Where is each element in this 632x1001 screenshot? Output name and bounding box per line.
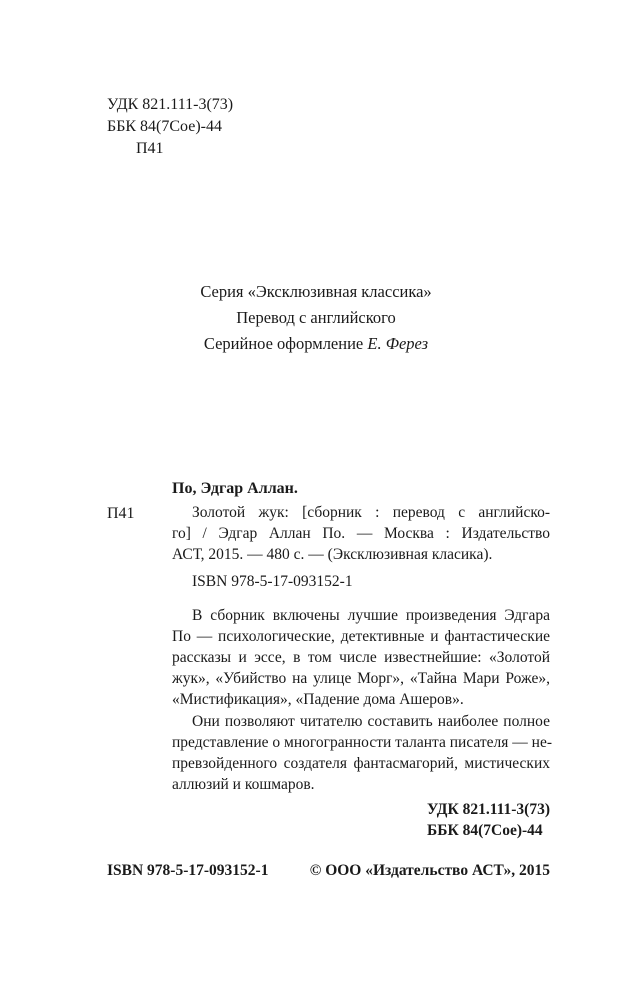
- design-credit-author: Е. Ферез: [367, 334, 429, 353]
- annotation-line: Они позволяют читателю составить наиболее полное: [192, 713, 550, 730]
- annotation-line: превзойденного создателя фантасмагорий, мистических: [172, 755, 550, 772]
- author-mark-side: П41: [107, 505, 135, 522]
- annotation-line: представление о многогранности таланта писателя — не-: [172, 734, 552, 751]
- annotation-paragraph-2: [172, 711, 550, 795]
- translation-note: Перевод с английского: [236, 308, 396, 327]
- series-title: Серия «Эксклюзивная классика»: [200, 282, 432, 301]
- isbn-record: ISBN 978-5-17-093152-1: [192, 573, 353, 590]
- annotation-paragraph-1: [172, 605, 550, 710]
- description-block: [172, 502, 550, 565]
- footer-copyright: © ООО «Издательство АСТ», 2015: [309, 862, 550, 879]
- udk-code-bottom: УДК 821.111-3(73): [427, 801, 550, 818]
- author-heading: По, Эдгар Аллан.: [172, 480, 298, 497]
- annotation-line: рассказы и эссе, в том числе известнейшие: «Золотой: [172, 649, 550, 666]
- annotation-line: жук», «Убийство на улице Морг», «Тайна Мари Роже»,: [172, 670, 550, 687]
- annotation-line: «Мистификация», «Падение дома Ашеров».: [172, 691, 464, 708]
- annotation-line: По — психологические, детективные и фантастические: [172, 628, 550, 645]
- bbk-code-bottom: ББК 84(7Сое)-44: [427, 822, 543, 839]
- author-mark-top: П41: [136, 140, 164, 157]
- annotation-line: В сборник включены лучшие произведения Эдгара: [192, 607, 550, 624]
- annotation-line: аллюзий и кошмаров.: [172, 776, 315, 793]
- description-line: Золотой жук: [сборник : перевод с английско-: [192, 504, 550, 521]
- classification-codes-bottom: [427, 799, 550, 841]
- description-line: АСТ, 2015. — 480 с. — (Эксклюзивная класика).: [172, 546, 493, 563]
- udk-code-top: УДК 821.111-3(73): [107, 96, 234, 113]
- description-line: го] / Эдгар Аллан По. — Москва : Издательство: [172, 525, 550, 542]
- design-credit: [0, 331, 632, 357]
- footer-isbn: ISBN 978-5-17-093152-1: [107, 862, 269, 879]
- design-credit-prefix: Серийное оформление: [203, 334, 368, 353]
- bbk-code-top: ББК 84(7Сое)-44: [107, 118, 222, 135]
